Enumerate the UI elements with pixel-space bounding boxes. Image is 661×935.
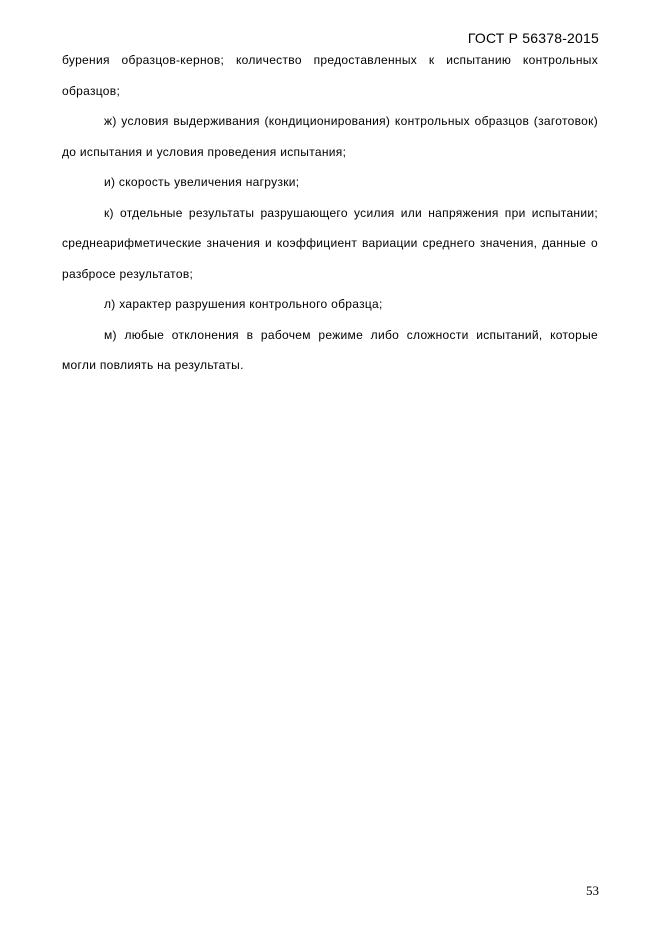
list-item-k: к) отдельные результаты разрушающего усилия или напряжения при испытании; среднеарифметические значения и коэффициент вариации среднего значения, данные о разбросе результатов; (62, 205, 598, 281)
document-body (62, 45, 598, 381)
page-number: 53 (586, 883, 599, 898)
list-item-zh: ж) условия выдерживания (кондиционирования) контрольных образцов (заготовок) до испытания и условия проведения испытания; (62, 114, 598, 159)
list-item-l: л) характер разрушения контрольного образца; (104, 297, 383, 311)
paragraph-continuation: бурения образцов-кернов; количество предоставленных к испытанию контрольных образцов; (62, 53, 598, 98)
list-item-i: и) скорость увеличения нагрузки; (104, 175, 300, 189)
document-header-code: ГОСТ Р 56378-2015 (467, 30, 599, 46)
list-item-m: м) любые отклонения в рабочем режиме либо сложности испытаний, которые могли повлиять на результаты. (62, 327, 598, 372)
